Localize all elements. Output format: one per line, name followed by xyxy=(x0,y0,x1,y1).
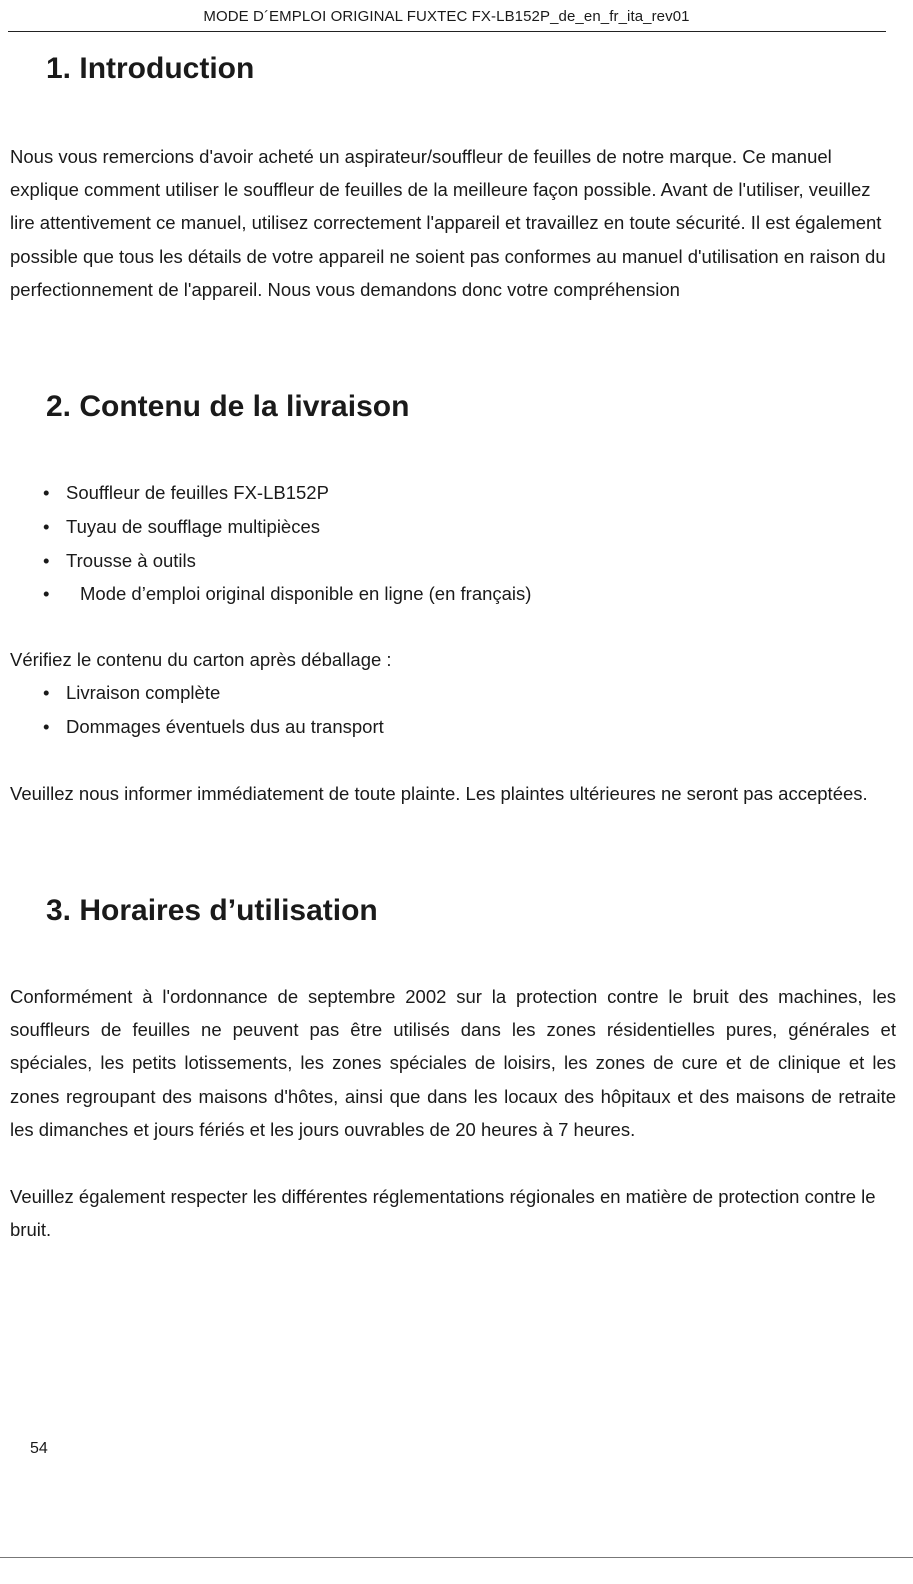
check-contents-intro: Vérifiez le contenu du carton après déballage : xyxy=(10,649,392,670)
operating-hours-paragraph: Conformément à l'ordonnance de septembre 2002 sur la protection contre le bruit des machines, les souffleurs de feuilles ne peuvent pas être utilisés dans les zones résidentielles pures, générales et spéciales, les petits lotissements, les zones spéciales de loisirs, les zones de cure et de clinique et les zones regroupant des maisons d'hôtes, ainsi que dans les locaux des hôpitaux et des maisons de retraite les dimanches et jours fériés et les jours ouvrables de 20 heures à 7 heures. xyxy=(10,986,896,1140)
list-item: • Mode d’emploi original disponible en ligne (en français) xyxy=(0,577,531,611)
delivery-contents-list xyxy=(0,476,531,611)
running-header: MODE D´EMPLOI ORIGINAL FUXTEC FX-LB152P_de_en_fr_ita_rev01 xyxy=(203,8,690,25)
list-item: • Dommages éventuels dus au transport xyxy=(0,710,384,744)
list-item: • Souffleur de feuilles FX-LB152P xyxy=(0,476,531,510)
list-item: • Livraison complète xyxy=(0,676,384,710)
header-divider xyxy=(8,31,886,32)
list-item: • Tuyau de soufflage multipièces xyxy=(0,510,531,544)
section-heading-operating-hours: 3. Horaires d’utilisation xyxy=(46,894,378,927)
check-contents-list xyxy=(0,676,384,744)
regional-regulations-paragraph: Veuillez également respecter les différentes réglementations régionales en matière de protection contre le bruit. xyxy=(10,1186,876,1241)
footer-divider xyxy=(0,1557,913,1558)
introduction-paragraph: Nous vous remercions d'avoir acheté un aspirateur/souffleur de feuilles de notre marque. Ce manuel explique comment utiliser le souffleur de feuilles de la meilleure façon possible. Avant de l'utiliser, veuillez lire attentivement ce manuel, utilisez correctement l'appareil et travaillez en toute sécurité. Il est également possible que tous les détails de votre appareil ne soient pas conformes au manuel d'utilisation en raison du perfectionnement de l'appareil. Nous vous demandons donc votre compréhension xyxy=(10,146,886,300)
section-heading-introduction: 1. Introduction xyxy=(46,52,255,85)
complaints-paragraph: Veuillez nous informer immédiatement de toute plainte. Les plaintes ultérieures ne seront pas acceptées. xyxy=(10,783,868,804)
section-heading-delivery-contents: 2. Contenu de la livraison xyxy=(46,390,410,423)
page-number: 54 xyxy=(30,1440,48,1457)
list-item: • Trousse à outils xyxy=(0,544,531,578)
